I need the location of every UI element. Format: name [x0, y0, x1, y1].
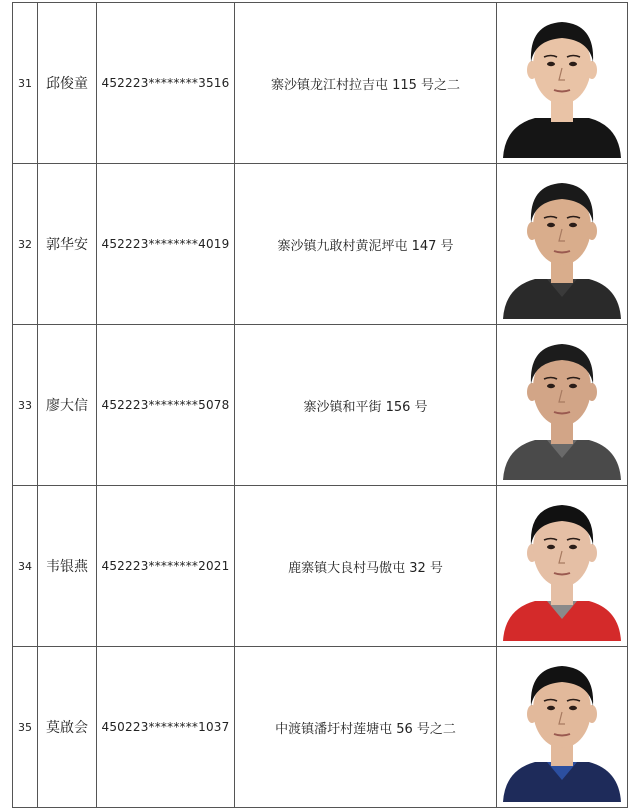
address: 中渡镇潘圩村莲塘屯 56 号之二 [235, 647, 497, 808]
portrait-photo [501, 491, 623, 641]
table-row [13, 3, 628, 164]
portrait-cell [497, 3, 628, 164]
id-number: 452223********2021 [97, 486, 235, 647]
row-number: 35 [13, 647, 38, 808]
person-name: 韦银燕 [38, 486, 97, 647]
row-number: 32 [13, 164, 38, 325]
portrait-cell [497, 325, 628, 486]
person-name: 廖大信 [38, 325, 97, 486]
portrait-cell [497, 647, 628, 808]
person-name: 莫啟会 [38, 647, 97, 808]
id-number: 452223********4019 [97, 164, 235, 325]
id-number: 450223********1037 [97, 647, 235, 808]
portrait-cell [497, 164, 628, 325]
address: 寨沙镇九敢村黄泥坪屯 147 号 [235, 164, 497, 325]
table-row [13, 164, 628, 325]
portrait-photo [501, 330, 623, 480]
person-name: 邱俊童 [38, 3, 97, 164]
address: 寨沙镇龙江村拉吉屯 115 号之二 [235, 3, 497, 164]
id-number: 452223********3516 [97, 3, 235, 164]
id-number: 452223********5078 [97, 325, 235, 486]
person-table [12, 2, 628, 808]
row-number: 31 [13, 3, 38, 164]
portrait-photo [501, 8, 623, 158]
portrait-cell [497, 486, 628, 647]
address: 鹿寨镇大良村马傲屯 32 号 [235, 486, 497, 647]
person-name: 郭华安 [38, 164, 97, 325]
portrait-photo [501, 652, 623, 802]
row-number: 34 [13, 486, 38, 647]
portrait-photo [501, 169, 623, 319]
address: 寨沙镇和平街 156 号 [235, 325, 497, 486]
row-number: 33 [13, 325, 38, 486]
table-row [13, 486, 628, 647]
table-row [13, 647, 628, 808]
table-row [13, 325, 628, 486]
